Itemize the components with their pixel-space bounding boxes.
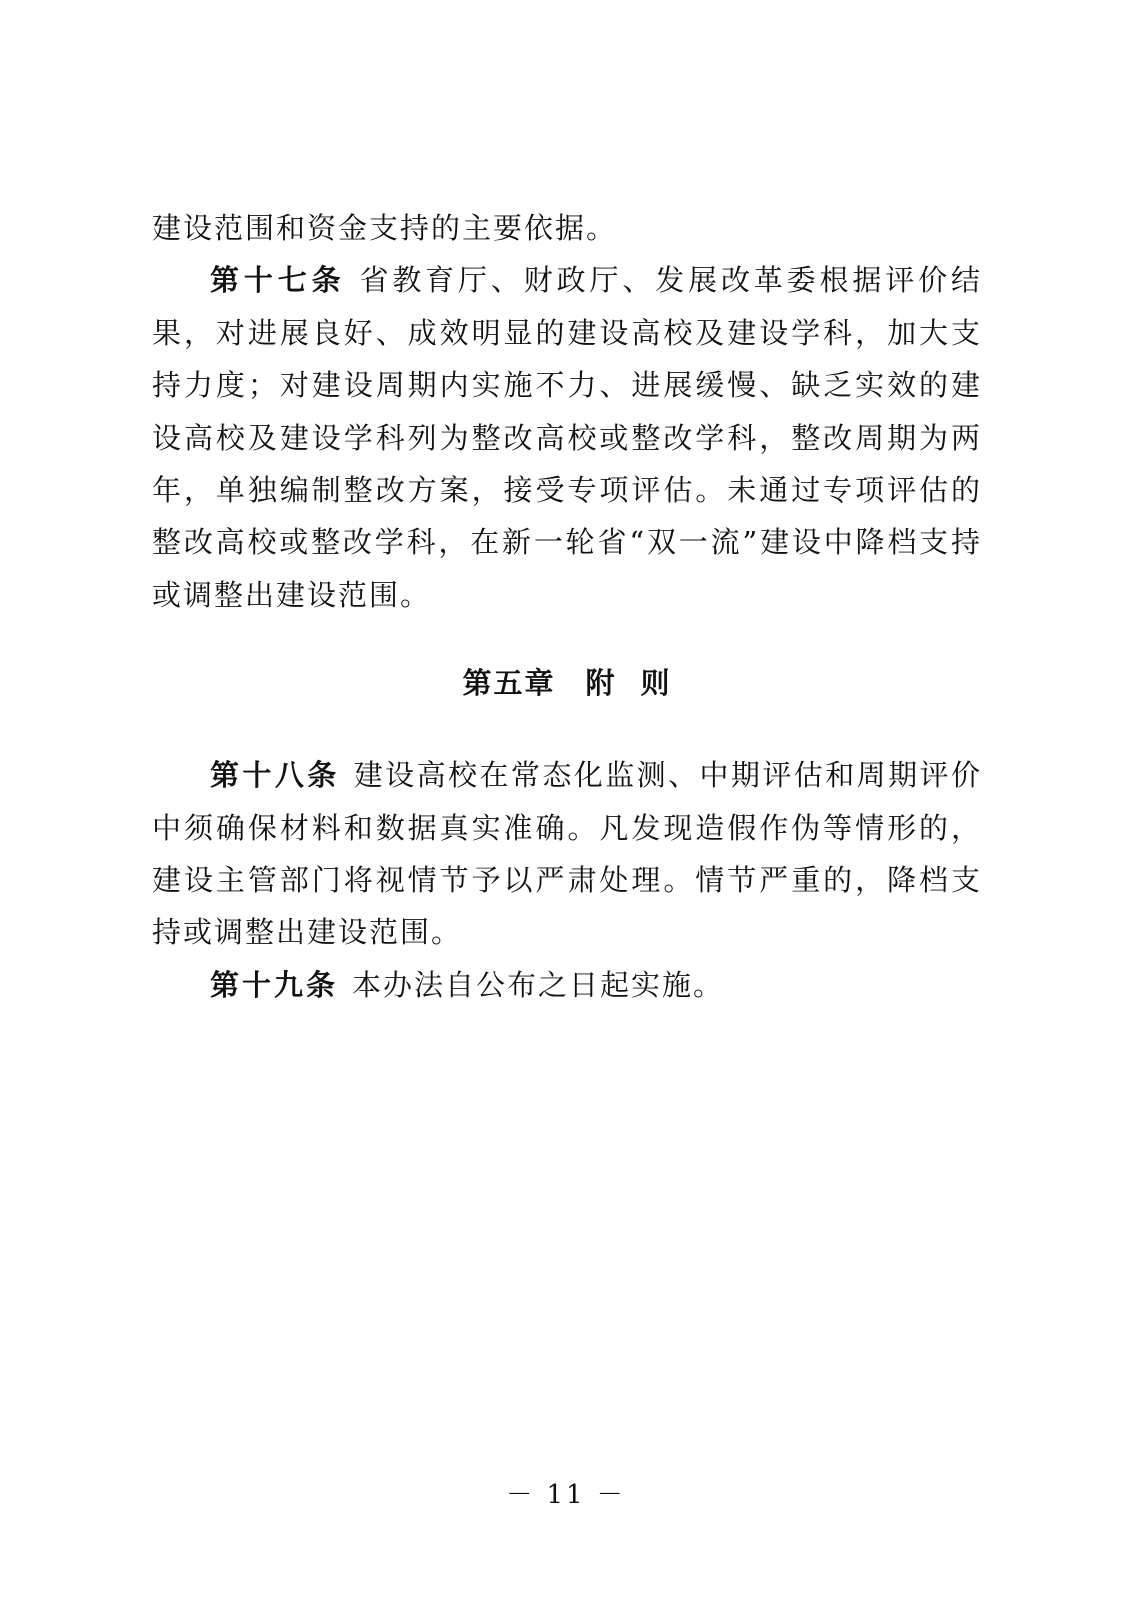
article-18-paragraph xyxy=(152,749,982,959)
document-body xyxy=(152,202,982,1011)
page-number: － 11 － xyxy=(506,1480,626,1510)
chapter-number: 第五章 xyxy=(462,666,556,701)
chapter-title-part2: 则 xyxy=(640,666,672,701)
article-19-number: 第十九条 xyxy=(210,967,339,1002)
article-19-paragraph xyxy=(152,959,982,1011)
article-18-number: 第十八条 xyxy=(210,758,340,793)
article-19-text: 本办法自公布之日起实施。 xyxy=(352,967,725,1002)
article-17-paragraph xyxy=(152,254,982,621)
article-17-text: 省教育厅、财政厅、发展改革委根据评价结果，对进展良好、成效明显的建设高校及建设学科，加大支持力度；对建设周期内实施不力、进展缓慢、缺乏实效的建设高校及建设学科列为整改高校或整改学科，整改周期为两年，单独编制整改方案，接受专项评估。未通过专项评估的整改高校或整改学科，在新一轮省“双一流”建设中降档支持或调整出建设范围。 xyxy=(152,263,982,612)
chapter-heading xyxy=(152,657,982,709)
article-17-number: 第十七条 xyxy=(210,263,346,298)
article-18-text: 建设高校在常态化监测、中期评估和周期评价中须确保材料和数据真实准确。凡发现造假作伪等情形的，建设主管部门将视情节予以严肃处理。情节严重的，降档支持或调整出建设范围。 xyxy=(152,758,982,950)
continuation-paragraph: 建设范围和资金支持的主要依据。 xyxy=(152,211,618,245)
chapter-title-part1: 附 xyxy=(585,666,617,701)
